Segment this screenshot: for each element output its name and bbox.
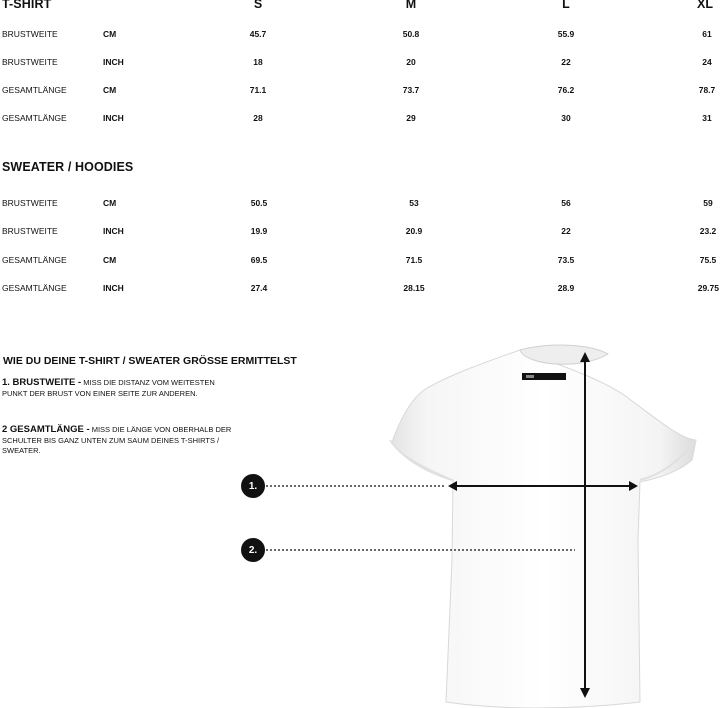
sweater-row-unit: CM — [103, 255, 117, 265]
tshirt-row-label: BRUSTWEITE — [2, 29, 58, 39]
tshirt-cell: 24 — [702, 57, 712, 67]
tshirt-cell: 45.7 — [249, 29, 267, 39]
tshirt-cell: 18 — [253, 57, 263, 67]
guide-step-1-text: MISS DIE DISTANZ VOM WEITESTEN PUNKT DER BRUST VON EINER SEITE ZUR ANDEREN. — [2, 378, 215, 398]
size-header-s: S — [253, 0, 263, 11]
sweater-row-unit: CM — [103, 198, 117, 208]
size-header-m: M — [405, 0, 417, 11]
tshirt-cell: 22 — [561, 57, 571, 67]
marker-2-badge: 2. — [241, 538, 265, 562]
guide-step-2-text: MISS DIE LÄNGE VON OBERHALB DER SCHULTER BIS GANZ UNTEN ZUM SAUM DEINES T-SHIRTS / SWEATER. — [2, 425, 232, 455]
guide-title: WIE DU DEINE T-SHIRT / SWEATER GRÖSSE ERMITTELST — [3, 355, 297, 367]
tshirt-cell: 76.2 — [557, 85, 575, 95]
tshirt-row-label: BRUSTWEITE — [2, 57, 58, 67]
tshirt-cell: 50.8 — [402, 29, 420, 39]
marker-1-badge: 1. — [241, 474, 265, 498]
tshirt-row-label: GESAMTLÄNGE — [2, 85, 67, 95]
tshirt-cell: 31 — [702, 113, 712, 123]
sweater-row-label: GESAMTLÄNGE — [2, 255, 67, 265]
sweater-row-label: GESAMTLÄNGE — [2, 283, 67, 293]
size-header-l: L — [562, 0, 570, 11]
tshirt-cell: 73.7 — [402, 85, 420, 95]
sweater-cell: 29.75 — [697, 283, 719, 293]
guide-step-1 — [2, 378, 232, 399]
guide-step-1-title: 1. BRUSTWEITE - — [2, 377, 82, 388]
tshirt-cell: 28 — [253, 113, 263, 123]
tshirt-illustration — [230, 340, 720, 708]
tshirt-row-unit: INCH — [103, 57, 124, 67]
tshirt-title: T-SHIRT — [2, 0, 52, 11]
tshirt-cell: 55.9 — [557, 29, 575, 39]
guide-step-2 — [2, 425, 232, 457]
sweater-cell: 19.9 — [250, 226, 268, 236]
tshirt-cell: 29 — [406, 113, 416, 123]
sweater-cell: 50.5 — [250, 198, 268, 208]
sweater-title: SWEATER / HOODIES — [2, 160, 134, 174]
tshirt-cell: 61 — [702, 29, 712, 39]
tshirt-cell: 30 — [561, 113, 571, 123]
tshirt-row-unit: CM — [103, 29, 117, 39]
tshirt-row-label: GESAMTLÄNGE — [2, 113, 67, 123]
tshirt-cell: 20 — [406, 57, 416, 67]
sweater-cell: 59 — [703, 198, 713, 208]
sweater-cell: 22 — [561, 226, 571, 236]
sweater-cell: 56 — [561, 198, 571, 208]
sweater-cell: 23.2 — [699, 226, 717, 236]
sweater-cell: 71.5 — [405, 255, 423, 265]
tshirt-cell: 71.1 — [249, 85, 267, 95]
sweater-row-label: BRUSTWEITE — [2, 198, 58, 208]
tshirt-row-unit: INCH — [103, 113, 124, 123]
tshirt-row-unit: CM — [103, 85, 117, 95]
size-header-xl: XL — [697, 0, 713, 11]
sweater-cell: 28.15 — [403, 283, 425, 293]
sweater-cell: 28.9 — [557, 283, 575, 293]
sweater-cell: 69.5 — [250, 255, 268, 265]
guide-step-2-title: 2 GESAMTLÄNGE - — [2, 424, 90, 435]
sweater-cell: 20.9 — [405, 226, 423, 236]
sweater-row-label: BRUSTWEITE — [2, 226, 58, 236]
sweater-row-unit: INCH — [103, 226, 124, 236]
sweater-cell: 53 — [409, 198, 419, 208]
sweater-cell: 75.5 — [699, 255, 717, 265]
sweater-cell: 27.4 — [250, 283, 268, 293]
sweater-row-unit: INCH — [103, 283, 124, 293]
sweater-cell: 73.5 — [557, 255, 575, 265]
tshirt-cell: 78.7 — [698, 85, 716, 95]
